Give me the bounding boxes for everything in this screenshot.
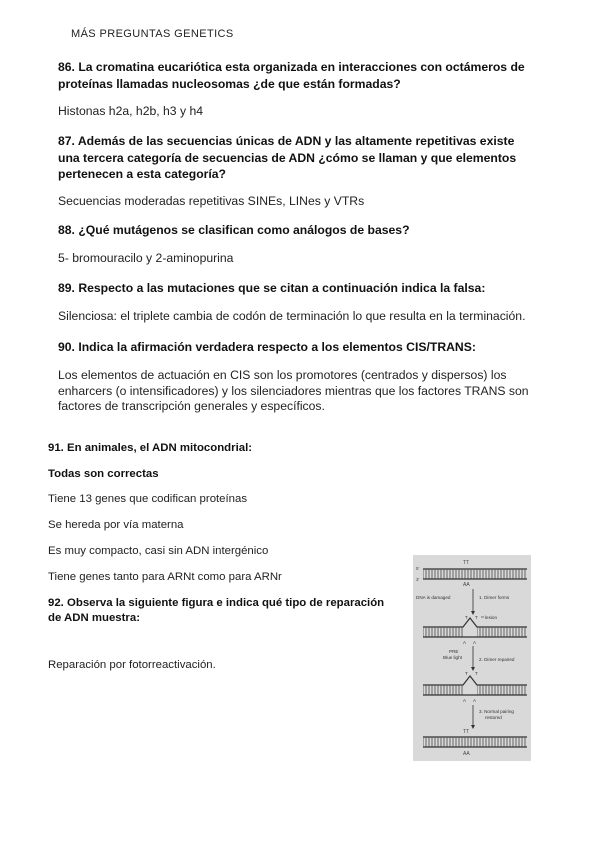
duplex-4-rungs — [423, 737, 527, 747]
option-91-3: Es muy compacto, casi sin ADN intergénico — [48, 545, 269, 557]
fig-t-1b: T — [475, 615, 478, 620]
option-91-2: Se hereda por vía materna — [48, 519, 184, 531]
fig-t-3a: T — [465, 671, 468, 676]
fig-5prime: 5' — [416, 566, 420, 571]
fig-step-3a: 3. Normal pairing — [479, 709, 514, 714]
fig-3prime: 3' — [416, 577, 420, 582]
question-87: 87. Además de las secuencias únicas de ADN y las altamente repetitivas existe una tercera categoría de secuencias de ADN ¿cómo se llaman y que elementos pertenecen a esta categoría? — [58, 134, 517, 181]
figure-diagram — [413, 555, 531, 761]
fig-lesion-label: lesion — [485, 615, 498, 620]
answer-91: Todas son correctas — [48, 468, 159, 480]
fig-light-label: Blue light — [443, 655, 462, 660]
answer-86: Histonas h2a, h2b, h3 y h4 — [58, 104, 203, 118]
question-91: 91. En animales, el ADN mitocondrial: — [48, 442, 253, 454]
fig-t-1a: T — [465, 615, 468, 620]
answer-88: 5- bromouracilo y 2-aminopurina — [58, 251, 234, 265]
answer-90: Los elementos de actuación en CIS son los promotores (centrados y dispersos) los enharcers (o intensificadores) y los silenciadores mientras que los factores TRANS son factores de transcripción generales y específicos. — [58, 368, 529, 413]
duplex-2-rungs-right — [477, 627, 527, 637]
strand-3-top — [423, 676, 527, 685]
question-88: 88. ¿Qué mutágenos se clasifican como análogos de bases? — [58, 223, 410, 237]
duplex-2-rungs-left — [423, 627, 463, 637]
answer-92: Reparación por fotorreactivación. — [48, 659, 216, 671]
arrow-3-head — [471, 725, 475, 729]
duplex-1-rungs — [423, 569, 527, 579]
fig-aa-1: AA — [463, 582, 470, 588]
fig-a-3b: A — [473, 698, 477, 703]
duplex-3-rungs-right — [477, 685, 527, 695]
question-89: 89. Respecto a las mutaciones que se citan a continuación indica la falsa: — [58, 281, 486, 295]
option-91-4: Tiene genes tanto para ARNt como para ARNr — [48, 571, 282, 583]
fig-tt-4: TT — [463, 729, 470, 735]
fig-a-3a: A — [463, 698, 467, 703]
fig-tt-1: TT — [463, 560, 470, 566]
fig-aa-4: AA — [463, 751, 470, 757]
photoreactivation-figure — [413, 555, 531, 761]
question-92: 92. Observa la siguiente figura e indica qué tipo de reparación de ADN muestra: — [48, 597, 385, 624]
fig-step-3b: restored — [485, 715, 502, 720]
question-86: 86. La cromatina eucariótica esta organizada en interacciones con octámeros de proteínas llamadas nucleosomas ¿de que están formadas? — [58, 60, 525, 91]
fig-a-2a: A — [463, 640, 467, 645]
question-90: 90. Indica la afirmación verdadera respecto a los elementos CIS/TRANS: — [58, 340, 476, 354]
fig-step-1: 1. Dimer forms — [479, 595, 510, 600]
duplex-3-rungs-left — [423, 685, 463, 695]
answer-87: Secuencias moderadas repetitivas SINEs, LINes y VTRs — [58, 194, 365, 208]
page-header: MÁS PREGUNTAS GENETICS — [71, 28, 234, 40]
fig-step-2: 2. Dimer repaired — [479, 657, 515, 662]
fig-damaged-label: DNA is damaged — [416, 595, 451, 600]
option-91-1: Tiene 13 genes que codifican proteínas — [48, 493, 248, 505]
answer-89: Silenciosa: el triplete cambia de codón de terminación lo que resulta en la terminación. — [58, 309, 526, 323]
fig-pre-label: PRE — [449, 649, 459, 654]
fig-t-3b: T — [475, 671, 478, 676]
fig-a-2b: A — [473, 640, 477, 645]
